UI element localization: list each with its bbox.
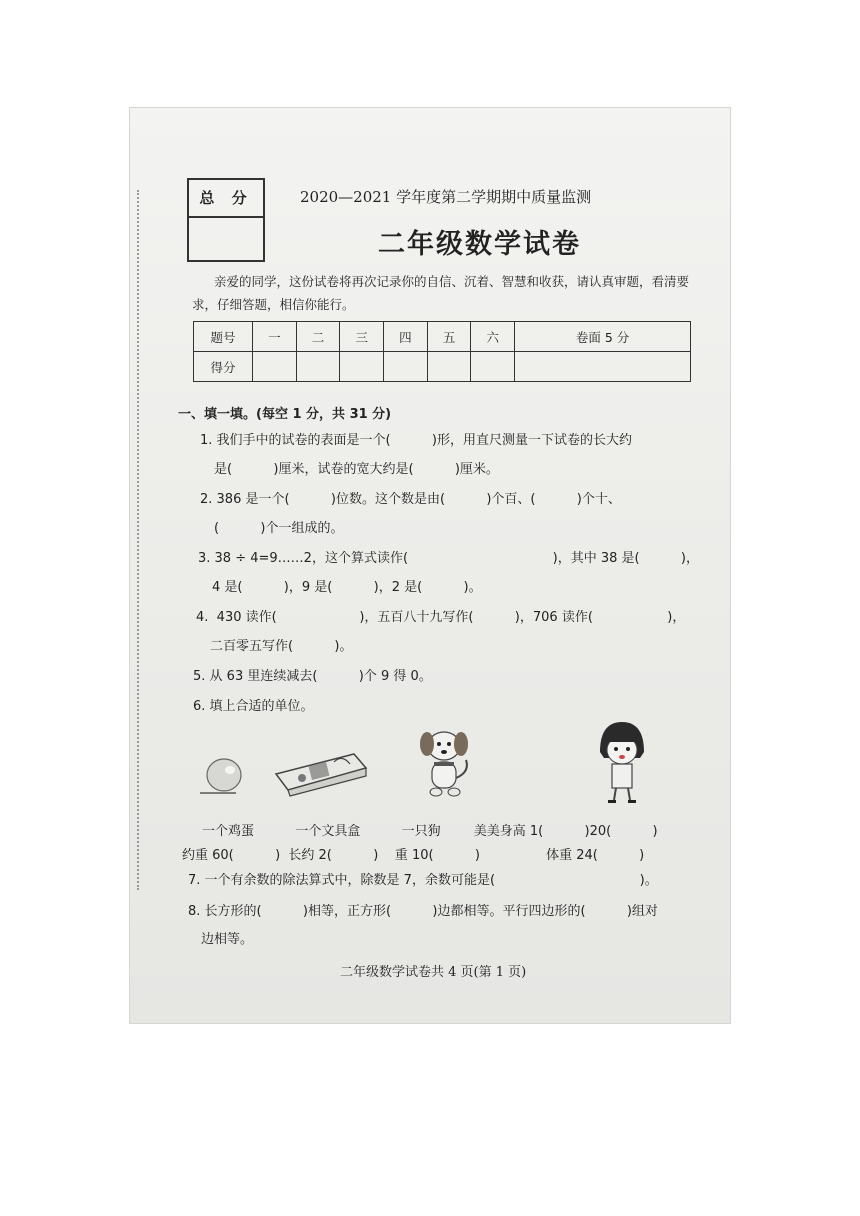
score-table bbox=[193, 321, 691, 382]
egg-picture bbox=[198, 755, 242, 795]
question-line: 4 是( )，9 是( )，2 是( )。 bbox=[212, 580, 482, 595]
table-cell: 四 bbox=[384, 322, 428, 352]
question-line: ( )个一组成的。 bbox=[214, 521, 344, 536]
table-cell: 题号 bbox=[194, 322, 253, 352]
table-cell: 卷面 5 分 bbox=[515, 322, 691, 352]
score-table-score-row bbox=[194, 352, 691, 382]
table-cell: 六 bbox=[471, 322, 515, 352]
table-cell bbox=[253, 352, 297, 382]
question-line: 边相等。 bbox=[201, 932, 254, 947]
question-line: 7. 一个有余数的除法算式中，除数是 7，余数可能是( )。 bbox=[188, 873, 658, 888]
table-cell bbox=[515, 352, 691, 382]
table-cell bbox=[296, 352, 340, 382]
binding-dotted-line bbox=[137, 190, 139, 890]
question-line: 1. 我们手中的试卷的表面是一个( )形，用直尺测量一下试卷的长大约 bbox=[200, 433, 633, 448]
exam-title: 二年级数学试卷 bbox=[378, 229, 581, 260]
total-score-box bbox=[187, 178, 265, 262]
question-line: 5. 从 63 里连续减去( )个 9 得 0。 bbox=[193, 669, 432, 684]
question-line: 是( )厘米，试卷的宽大约是( )厘米。 bbox=[214, 462, 499, 477]
table-cell bbox=[427, 352, 471, 382]
table-cell: 三 bbox=[340, 322, 384, 352]
question-line: 4. 430 读作( )，五百八十九写作( )，706 读作( )， bbox=[196, 610, 686, 625]
page-footer: 二年级数学试卷共 4 页(第 1 页) bbox=[340, 965, 527, 980]
table-cell bbox=[340, 352, 384, 382]
table-cell bbox=[384, 352, 428, 382]
pencil-case-picture bbox=[272, 746, 372, 798]
table-cell bbox=[471, 352, 515, 382]
intro-paragraph: 亲爱的同学，这份试卷将再次记录你的自信、沉着、智慧和收获，请认真审题，看清要求，仔细答题，相信你能行。 bbox=[192, 274, 690, 312]
puppy-picture bbox=[414, 722, 478, 806]
question-line: 2. 386 是一个( )位数。这个数是由( )个百、( )个十、 bbox=[200, 492, 621, 507]
score-table-header-row bbox=[194, 322, 691, 352]
table-cell: 五 bbox=[427, 322, 471, 352]
question-line: 3. 38 ÷ 4=9……2，这个算式读作( )，其中 38 是( )， bbox=[198, 551, 699, 566]
section-heading: 一、填一填。(每空 1 分，共 31 分) bbox=[178, 407, 392, 422]
table-cell: 一 bbox=[253, 322, 297, 352]
question-line: 二百零五写作( )。 bbox=[210, 639, 353, 654]
exam-subtitle: 2020—2021 学年度第二学期期中质量监测 bbox=[300, 188, 592, 206]
girl-picture bbox=[590, 718, 654, 808]
table-cell: 得分 bbox=[194, 352, 253, 382]
question-line: 约重 60( ) 长约 2( ) 重 10( ) 体重 24( ) bbox=[182, 848, 645, 863]
table-cell: 二 bbox=[296, 322, 340, 352]
question-line: 6. 填上合适的单位。 bbox=[193, 699, 314, 714]
total-score-label: 总 分 bbox=[189, 180, 263, 218]
question-line: 8. 长方形的( )相等，正方形( )边都相等。平行四边形的( )组对 bbox=[188, 904, 658, 919]
question-line: 一个鸡蛋 一个文具盒 一只狗 美美身高 1( )20( ) bbox=[202, 824, 658, 839]
